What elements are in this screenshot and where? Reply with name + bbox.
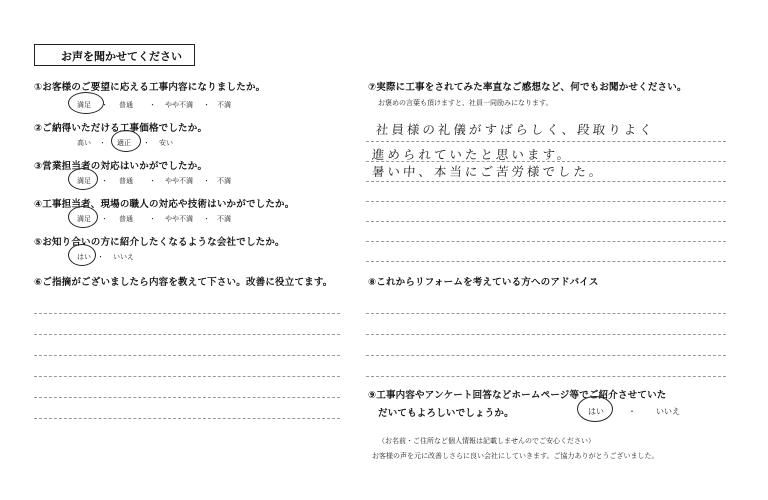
question-4: ④工事担当者、現場の職人の対応や技術はいかがでしたか。 — [34, 199, 295, 210]
option-fuman[interactable]: 不満 — [217, 215, 231, 223]
question-6: ⑥ご指摘がございましたら内容を教えて下さい。改善に役立てます。 — [34, 277, 333, 288]
selection-circle-q5 — [68, 244, 96, 266]
answer-line — [34, 376, 340, 377]
option-futsuu[interactable]: 普通 — [119, 215, 133, 223]
answer-line — [366, 181, 726, 182]
option-tekisei[interactable]: 適正 — [117, 139, 131, 147]
option-fuman[interactable]: 不満 — [217, 101, 231, 109]
answer-line — [366, 355, 726, 356]
option-manzoku[interactable]: 満足 — [77, 101, 91, 109]
question-9-line-2: だいてもよろしいでしょうか。 — [378, 408, 514, 419]
answer-line — [34, 397, 340, 398]
question-7: ⑦実際に工事をされてみた率直なご感想など、何でもお聞かせください。 — [368, 82, 687, 93]
question-7-note: お褒めの言葉も頂けますと、社員一同励みになります。 — [378, 99, 553, 107]
question-9-line-1: ⑨工事内容やアンケート回答などホームページ等でご紹介させていた — [368, 390, 667, 401]
option-manzoku[interactable]: 満足 — [77, 215, 91, 223]
footer-note-privacy: （お名前・ご住所など個人情報は記載しませんのでご安心ください） — [378, 437, 595, 445]
handwritten-answer-line-1: 社員様の礼儀がすばらしく、段取りよく — [375, 122, 656, 137]
answer-line — [366, 313, 726, 314]
answer-line — [366, 261, 726, 262]
answer-line — [366, 141, 726, 142]
option-hai[interactable]: はい — [77, 253, 91, 261]
option-takai[interactable]: 高い — [77, 139, 91, 147]
option-yaya-fuman[interactable]: やや不満 — [165, 177, 193, 185]
option-iie[interactable]: いいえ — [656, 407, 680, 416]
option-hai[interactable]: はい — [588, 407, 604, 416]
selection-circle-q3 — [68, 168, 98, 190]
answer-line — [34, 313, 340, 314]
selection-circle-q9 — [577, 396, 613, 422]
selection-circle-q2 — [111, 130, 141, 152]
option-futsuu[interactable]: 普通 — [119, 177, 133, 185]
option-iie[interactable]: いいえ — [113, 253, 134, 261]
handwritten-answer-line-2: 進められていたと思います。 — [371, 147, 574, 162]
selection-circle-q1 — [68, 92, 104, 114]
answer-line — [34, 334, 340, 335]
answer-line — [366, 334, 726, 335]
question-5: ⑤お知り合いの方に紹介したくなるような会社でしたか。 — [34, 237, 285, 248]
header-box — [34, 44, 195, 66]
footer-note-thanks: お客様の声を元に改善しさらに良い会社にしていきます。ご協力ありがとうございました。 — [372, 452, 659, 460]
option-fuman[interactable]: 不満 — [217, 177, 231, 185]
answer-line — [366, 201, 726, 202]
question-2: ②ご納得いただける工事価格でしたか。 — [34, 123, 208, 134]
answer-line — [366, 161, 726, 162]
question-1: ①お客様のご要望に応える工事内容になりましたか。 — [34, 82, 266, 93]
option-yasui[interactable]: 安い — [159, 139, 173, 147]
answer-line — [366, 221, 726, 222]
answer-line — [34, 355, 340, 356]
option-yaya-fuman[interactable]: やや不満 — [165, 215, 193, 223]
selection-circle-q4 — [68, 206, 98, 228]
answer-line — [34, 418, 340, 419]
header-title: お声を聞かせてください — [61, 50, 182, 63]
question-3: ③営業担当者の対応はいかがでしたか。 — [34, 161, 208, 172]
option-manzoku[interactable]: 満足 — [77, 177, 91, 185]
option-futsuu[interactable]: 普通 — [119, 101, 133, 109]
answer-line — [366, 241, 726, 242]
handwritten-answer-line-3: 暑い中、本当にご苦労様でした。 — [371, 164, 606, 179]
answer-line — [366, 376, 726, 377]
question-8: ⑧これからリフォームを考えている方へのアドバイス — [368, 277, 599, 288]
option-yaya-fuman[interactable]: やや不満 — [165, 101, 193, 109]
